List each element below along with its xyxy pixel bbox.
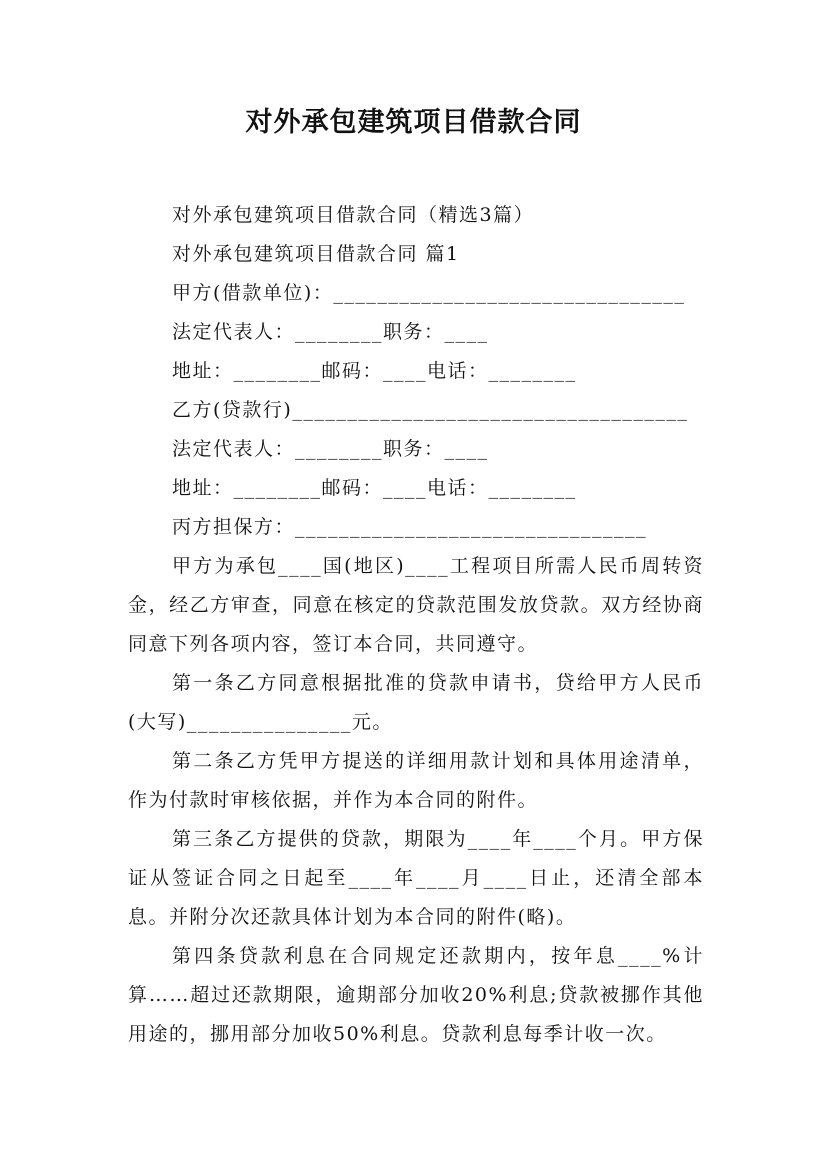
party-c-guarantor-line: 丙方担保方：________________________________ <box>172 516 648 538</box>
party-b-line: 乙方(贷款行)____________________________________ <box>172 399 689 421</box>
article-4-paragraph: 第四条贷款利息在合同规定还款期内，按年息____%计算……超过还款期限，逾期部分加收20%利息;贷款被挪作其他用途的，挪用部分加收50%利息。贷款利息每季计收一次。 <box>128 945 704 1045</box>
party-a-address-line: 地址：________邮码：____电话：________ <box>172 360 577 382</box>
subtitle-line: 对外承包建筑项目借款合同（精选3篇） <box>172 204 535 226</box>
party-a-line: 甲方(借款单位)：________________________________ <box>172 282 686 304</box>
section-heading: 对外承包建筑项目借款合同 篇1 <box>172 243 460 265</box>
party-b-address-line: 地址：________邮码：____电话：________ <box>172 477 577 499</box>
preamble-paragraph: 甲方为承包____国(地区)____工程项目所需人民币周转资金，经乙方审查，同意在核定的贷款范围发放贷款。双方经协商同意下列各项内容，签订本合同，共同遵守。 <box>128 555 704 655</box>
article-1-paragraph: 第一条乙方同意根据批准的贷款申请书，贷给甲方人民币(大写)_______________元。 <box>128 672 704 733</box>
party-a-representative-line: 法定代表人：________职务：____ <box>172 321 489 343</box>
party-b-representative-line: 法定代表人：________职务：____ <box>172 438 489 460</box>
article-3-paragraph: 第三条乙方提供的贷款，期限为____年____个月。甲方保证从签证合同之日起至____年____月____日止，还清全部本息。并附分次还款具体计划为本合同的附件(略)。 <box>128 828 704 928</box>
document-body <box>128 196 704 1054</box>
article-2-paragraph: 第二条乙方凭甲方提送的详细用款计划和具体用途清单，作为付款时审核依据，并作为本合同的附件。 <box>128 750 704 811</box>
document-title: 对外承包建筑项目借款合同 <box>245 107 582 138</box>
